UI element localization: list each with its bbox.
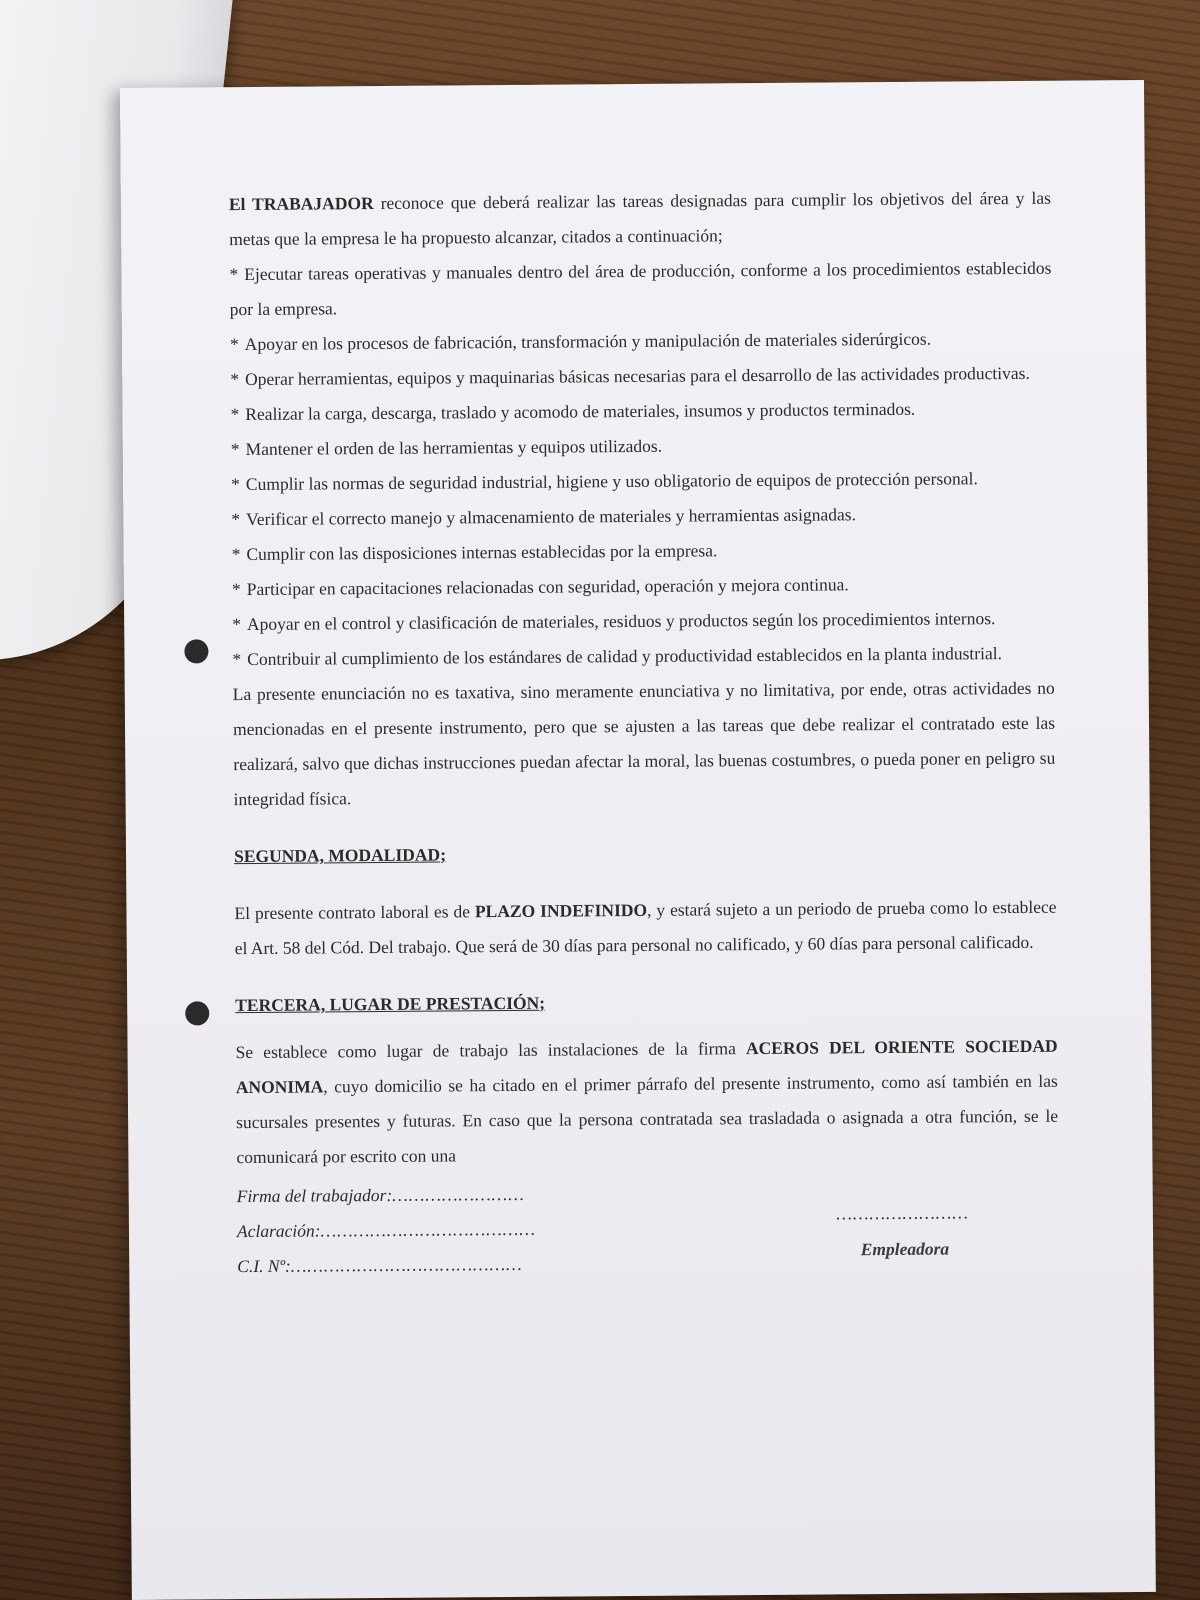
bullet: * [230,369,240,390]
id-label: C.I. Nº: [237,1255,291,1277]
signature-block [237,1173,1060,1299]
lugar-text-before: Se establece como lugar de trabajo las instalaciones de la firma [235,1038,747,1063]
bullet: * [229,334,239,355]
contract-term: PLAZO INDEFINIDO [474,899,648,922]
clarification-label: Aclaración: [236,1220,321,1242]
task-text: Realizar la carga, descarga, traslado y acomodo de materiales, insumos y productos terminados. [245,398,916,425]
task-list [229,251,1054,677]
bullet: * [231,474,240,495]
intro-text: reconoce que deberá realizar las tareas designadas para cumplir los objetivos del área y las metas que la empresa le ha propuesto alcanzar, citados a continuación; [229,187,1051,250]
task-text: Operar herramientas, equipos y maquinarias básicas necesarias para el desarrollo de las actividades productivas. [244,362,1030,390]
bullet: * [231,509,241,530]
bullet: * [231,544,241,565]
modalidad-text-before: El presente contrato laboral es de [234,901,475,924]
lugar-paragraph [235,1029,1058,1175]
bullet: * [230,439,240,460]
id-line: …………………………………… [290,1253,523,1276]
company-name: ACEROS DEL ORIENTE SOCIEDAD ANONIMA [235,1035,1058,1098]
document-body [229,181,1060,1299]
list-item [231,461,1053,502]
heading-text: SEGUNDA, MODALIDAD [233,844,441,867]
task-text: Mantener el orden de las herramientas y equipos utilizados. [245,435,663,460]
task-text: Apoyar en el control y clasificación de materiales, residuos y productos según los procedimientos internos. [246,608,996,635]
signature-line: …………………… [392,1183,525,1205]
task-text: Apoyar en los procesos de fabricación, transformación y manipulación de materiales siderúrgicos. [244,328,932,355]
list-item [230,356,1052,397]
bullet: * [230,404,240,425]
task-text: Verificar el correcto manejo y almacenamiento de materiales y herramientas asignadas. [246,504,856,530]
clarification-field [237,1212,536,1249]
bullet: * [232,614,242,635]
bullet: * [232,649,242,670]
worker-signature-field [237,1177,525,1214]
task-text: Participar en capacitaciones relacionadas con seguridad, operación y mejora continua. [246,574,849,600]
worker-term: El TRABAJADOR [228,193,374,215]
scope-paragraph: La presente enunciación no es taxativa, sino meramente enunciativa y no limitativa, por ende, otras actividades no mencionadas en el presente instrumento, pero que se ajusten a las tareas que debe realizar el contratado este las realizará, salvo que dichas instrucciones puedan afectar la moral, las buenas costumbres, o pueda poner en peligro su integridad física. [232,677,1056,810]
list-item [229,251,1052,327]
employer-label: Empleadora [860,1238,950,1260]
task-text: Cumplir las normas de seguridad industrial, higiene y uso obligatorio de equipos de protección personal. [245,468,978,495]
punch-hole [185,1001,209,1025]
heading-suffix: ; [440,844,447,865]
task-text: Cumplir con las disposiciones internas establecidas por la empresa. [246,540,718,565]
bullet: * [231,579,241,600]
id-field [237,1247,523,1284]
modalidad-text-after: , y estará sujeto a un periodo de prueba como lo establece el Art. 58 del Cód. Del trabajo. Que será de 30 días para personal no calificado, y 60 días para personal calificado. [234,896,1057,959]
clarification-line: ………………………………… [320,1218,536,1241]
modalidad-paragraph [234,890,1057,966]
bullet: * [229,264,239,285]
intro-paragraph [229,181,1052,257]
contract-page [120,80,1156,1600]
heading-suffix: ; [539,992,546,1013]
lugar-text-after: , cuyo domicilio se ha citado en el primer párrafo del presente instrumento, como así también en las sucursales presentes y futuras. En caso que la persona contratada sea trasladada o asignada a otra función, se le comunicará por escrito con una [236,1070,1059,1168]
task-text: Ejecutar tareas operativas y manuales dentro del área de producción, conforme a los procedimientos establecidos por la empresa. [229,257,1052,320]
punch-hole [184,639,208,663]
worker-signature-label: Firma del trabajador: [236,1184,393,1207]
task-text: Contribuir al cumplimiento de los estándares de calidad y productividad establecidos en la planta industrial. [247,643,1003,670]
heading-text: TERCERA, LUGAR DE PRESTACIÓN [235,992,540,1016]
employer-signature-line: …………………… [836,1202,969,1224]
